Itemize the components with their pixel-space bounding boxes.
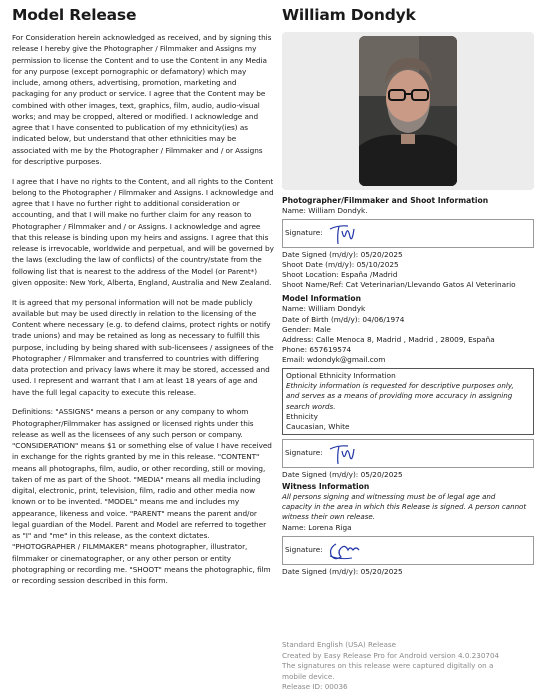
shoot-date: Shoot Date (m/d/y): 05/10/2025 <box>282 260 399 270</box>
photographer-date-signed: Date Signed (m/d/y): 05/20/2025 <box>282 250 403 260</box>
witness-note-line: witness their own release. <box>282 512 376 522</box>
model-name: Name: William Dondyk <box>282 304 366 314</box>
model-section-title: Model Information <box>282 294 361 304</box>
model-email: Email: wdondyk@gmail.com <box>282 354 386 364</box>
release-paragraph-privacy: It is agreed that my personal information will not be made publicly available but may be used directly in relation to the licensing of the Content where necessary (e.g. to defend claims, protect rights or notify trade unions) and may be retained as long as necessary to fulfill this purpose, including by being shared with sub-licensees / assignees of the Photographer / Filmmaker and transferred to countries with differing data protection and privacy laws where it may be stored, accessed and used. I represent and warrant that I am at least 18 years of age and have the full legal capacity to execute this release. <box>12 297 274 397</box>
ethnicity-note-line: search words. <box>286 401 336 411</box>
ethnicity-label: Ethnicity <box>286 411 318 421</box>
footer-line: The signatures on this release were captured digitally on a <box>282 661 494 671</box>
footer-line: mobile device. <box>282 671 335 681</box>
release-text-column <box>12 6 274 595</box>
footer-line: Release ID: 00036 <box>282 682 348 692</box>
footer-line: Created by Easy Release Pro for Android version 4.0.230704 <box>282 650 500 660</box>
ethnicity-box-title: Optional Ethnicity Information <box>286 371 396 381</box>
photographer-name: Name: William Dondyk. <box>282 206 368 215</box>
witness-signature-image <box>326 538 366 563</box>
witness-signature-box <box>282 536 534 565</box>
release-footer <box>282 640 534 693</box>
model-address: Address: Calle Menoca 8, Madrid , Madrid , 28009, España <box>282 334 495 344</box>
ethnicity-note-line: Ethnicity information is requested for descriptive purposes only, <box>286 381 514 391</box>
model-dob: Date of Birth (m/d/y): 04/06/1974 <box>282 314 405 324</box>
model-name-heading: William Dondyk <box>282 6 416 24</box>
ethnicity-box <box>282 368 534 435</box>
model-date-signed: Date Signed (m/d/y): 05/20/2025 <box>282 469 403 479</box>
release-paragraph-consideration: For Consideration herein acknowledged as received, and by signing this release I hereby give the Photographer / Filmmaker and Assigns my permission to license the Content and to use the Content in any Media for any purpose (except pornographic or defamatory) which may include, among others, advertising, promotion, marketing and packaging for any product or service. I agree that the Content may be combined with other images, text, graphics, film, audio, audio-visual works; and may be cropped, altered or modified. I acknowledge and agree that I have consented to publication of my ethnicity(ies) as indicated below, but understand that other ethnicities may be associated with me by the Photographer / Filmmaker and / or Assigns for descriptive purposes. <box>12 33 272 166</box>
photographer-section-title: Photographer/Filmmaker and Shoot Information <box>282 196 489 205</box>
ethnicity-value: Caucasian, White <box>286 421 350 431</box>
model-photo <box>359 36 457 186</box>
model-gender: Gender: Male <box>282 324 331 334</box>
release-title: Model Release <box>12 6 137 24</box>
release-paragraph-rights: I agree that I have no rights to the Content, and all rights to the Content belong to the Photographer / Filmmaker and Assigns. I acknowledge and agree that I have no further right to additional consideration or accounting, and that I will make no further claim for any reason to Photographer / Filmmaker and / or Assigns. I acknowledge and agree that this release is binding upon my heirs and assigns. I agree that this release is irrevocable, worldwide and perpetual, and will be governed by the laws (excluding the law of conflicts) of the country/state from the following list that is nearest to the address of the Model (or Parent*) given opposite: New York, Alberta, England, Australia and New Zealand. <box>12 176 274 287</box>
witness-note-line: All persons signing and witnessing must be of legal age and <box>282 492 496 502</box>
details-column <box>282 6 534 577</box>
photographer-signature-image <box>326 221 366 246</box>
model-signature-box <box>282 439 534 468</box>
shoot-name: Shoot Name/Ref: Cat Veterinarian/Llevando Gatos Al Veterinario <box>282 280 516 290</box>
model-signature-image <box>326 441 366 466</box>
footer-line: Standard English (USA) Release <box>282 640 397 649</box>
witness-date-signed: Date Signed (m/d/y): 05/20/2025 <box>282 566 403 576</box>
model-phone: Phone: 657619574 <box>282 344 352 354</box>
witness-section-title: Witness Information <box>282 482 370 492</box>
model-photo-frame <box>282 32 534 190</box>
shoot-location: Shoot Location: España /Madrid <box>282 270 398 280</box>
release-paragraph-definitions: Definitions: "ASSIGNS" means a person or any company to whom Photographer/Filmmaker has assigned or licensed rights under this release as well as the licensees of any such person or company. "CONSIDERATION" means $1 or something else of value I have received in exchange for the rights granted by me in this release. "CONTENT" means all photographs, film, audio, or other recording, still or moving, taken of me as part of the Shoot. "MEDIA" means all media including digital, electronic, print, television, film, radio and other media now known or to be invented. "MODEL" means me and includes my appearance, likeness and voice. "PARENT" means the parent and/or legal guardian of the Model. Parent and Model are referred to together as "I" and "me" in this release, as the context dictates. "PHOTOGRAPHER / FILMMAKER" means photographer, illustrator, filmmaker or cinematographer, or any other person or entity photographing or recording me. "SHOOT" means the photographic, film or recording session described in this form. <box>12 407 272 585</box>
witness-note-line: capacity in the area in which this Release is signed. A person cannot <box>282 502 527 512</box>
model-signature-label: Signature: <box>285 447 323 457</box>
witness-name: Name: Lorena Riga <box>282 522 352 532</box>
ethnicity-note-line: and serves as a means of providing more accuracy in assigning <box>286 391 513 401</box>
photographer-signature-box <box>282 219 534 248</box>
witness-signature-label: Signature: <box>285 544 323 554</box>
photographer-signature-label: Signature: <box>285 228 323 238</box>
